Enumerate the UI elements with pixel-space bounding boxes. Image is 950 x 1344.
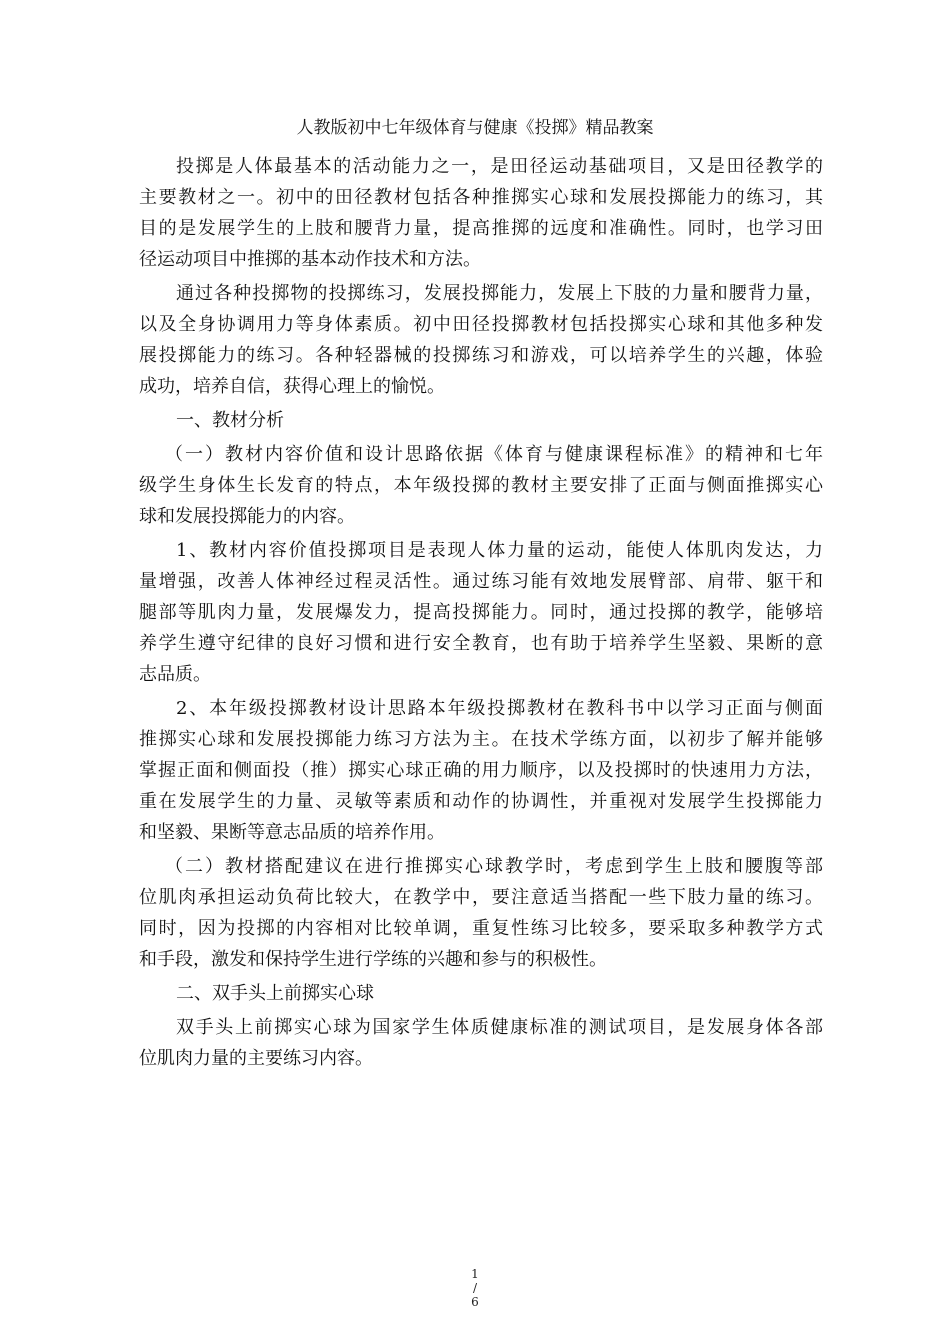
paragraph-line: 目的是发展学生的上肢和腰背力量，提高推掷的远度和准确性。同时，也学习田 [139,218,823,239]
paragraph-line: 推掷实心球和发展投掷能力练习方法为主。在技术学练方面，以初步了解并能够 [139,729,823,750]
paragraph-line: （一）教材内容价值和设计思路依据《体育与健康课程标准》的精神和七年 [165,444,823,465]
paragraph [139,151,823,275]
paragraph-line: 通过各种投掷物的投掷练习，发展投掷能力，发展上下肢的力量和腰背力量， [176,283,823,304]
document-body [139,151,823,1074]
paragraph [139,278,823,402]
page-number-total: 6 [471,1295,479,1309]
page-number-current: 1 [471,1267,479,1281]
paragraph [139,405,823,436]
paragraph-line: 以及全身协调用力等身体素质。初中田径投掷教材包括投掷实心球和其他多种发 [139,314,823,335]
paragraph-line: 腿部等肌肉力量，发展爆发力，提高投掷能力。同时，通过投掷的教学，能够培 [139,602,823,623]
paragraph-line: 掌握正面和侧面投（推）掷实心球正确的用力顺序，以及投掷时的快速用力方法， [139,760,823,781]
paragraph-line: 展投掷能力的练习。各种轻器械的投掷练习和游戏，可以培养学生的兴趣，体验 [139,345,823,366]
paragraph-line: 量增强，改善人体神经过程灵活性。通过练习能有效地发展臂部、肩带、躯干和 [139,571,823,592]
paragraph-line: 成功，培养自信，获得心理上的愉悦。 [139,376,445,397]
paragraph-line: 和坚毅、果断等意志品质的培养作用。 [139,822,445,843]
paragraph-line: 位肌肉承担运动负荷比较大，在教学中，要注意适当搭配一些下肢力量的练习。 [139,887,823,908]
paragraph-line: 养学生遵守纪律的良好习惯和进行安全教育，也有助于培养学生坚毅、果断的意 [139,633,823,654]
paragraph-line: 同时，因为投掷的内容相对比较单调，重复性练习比较多，要采取多种教学方式 [139,918,823,939]
paragraph-line: 志品质。 [139,664,211,685]
paragraph-line: 双手头上前掷实心球为国家学生体质健康标准的测试项目，是发展身体各部 [176,1017,823,1038]
paragraph-line: 径运动项目中推掷的基本动作技术和方法。 [139,249,481,270]
paragraph-line: 2、本年级投掷教材设计思路本年级投掷教材在教科书中以学习正面与侧面 [176,698,823,719]
paragraph-line: （二）教材搭配建议在进行推掷实心球教学时，考虑到学生上肢和腰腹等部 [165,856,823,877]
paragraph-line: 位肌肉力量的主要练习内容。 [139,1048,373,1069]
paragraph-line: 主要教材之一。初中的田径教材包括各种推掷实心球和发展投掷能力的练习，其 [139,187,823,208]
paragraph [139,978,823,1009]
paragraph-line: 一、教材分析 [176,410,284,431]
paragraph-line: 投掷是人体最基本的活动能力之一，是田径运动基础项目，又是田径教学的 [176,156,823,177]
paragraph-line: 球和发展投掷能力的内容。 [139,506,355,527]
paragraph-line: 1、教材内容价值投掷项目是表现人体力量的运动，能使人体肌肉发达，力 [176,540,823,561]
document-title: 人教版初中七年级体育与健康《投掷》精品教案 [296,118,654,138]
paragraph-line: 二、双手头上前掷实心球 [176,983,374,1004]
paragraph-line: 和手段，激发和保持学生进行学练的兴趣和参与的积极性。 [139,949,607,970]
paragraph [139,693,823,848]
paragraph [139,439,823,532]
paragraph-line: 重在发展学生的力量、灵敏等素质和动作的协调性，并重视对发展学生投掷能力 [139,791,823,812]
page-number-separator: / [472,1281,478,1295]
paragraph [139,1012,823,1074]
paragraph [139,535,823,690]
paragraph [139,851,823,975]
paragraph-line: 级学生身体生长发育的特点，本年级投掷的教材主要安排了正面与侧面推掷实心 [139,475,823,496]
